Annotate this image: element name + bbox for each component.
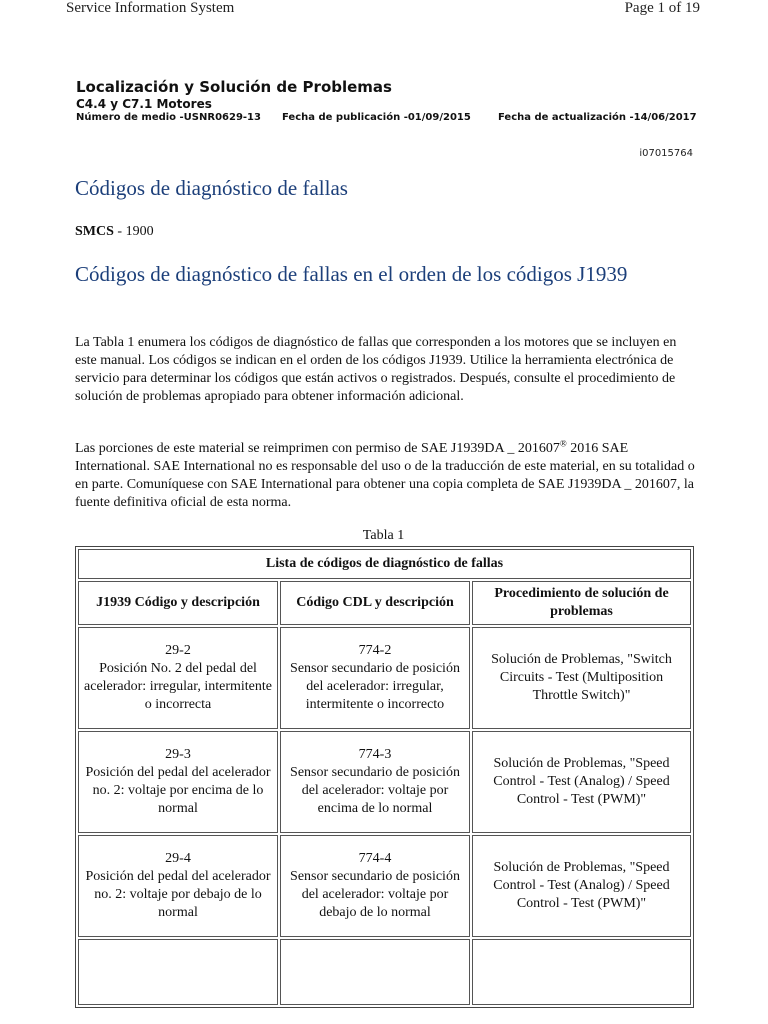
document-meta [76, 112, 696, 126]
empty-cell [78, 939, 278, 1005]
column-header-cdl: Código CDL y descripción [280, 581, 470, 625]
intro-paragraph: La Tabla 1 enumera los códigos de diagnóstico de fallas que corresponden a los motores que se incluyen en este manual. Los códigos se indican en el orden de los códigos J1939. Utilice la herramienta electrónica de servicio para determinar los códigos que están activos o registrados. Después, consulte el procedimiento de solución de problemas apropiado para obtener información adicional. [75, 335, 677, 404]
j1939-cell: 29-2 Posición No. 2 del pedal del acelerador: irregular, intermitente o incorrecta [78, 627, 278, 729]
section-title: Códigos de diagnóstico de fallas [75, 176, 348, 200]
page-header-bar [0, 0, 768, 22]
j1939-cell: 29-4 Posición del pedal del acelerador no. 2: voltaje por debajo de lo normal [78, 835, 278, 937]
copyright-text-b: 2016 SAE International. SAE International no es responsable del uso o de la traducción de este material, en su totalidad o en parte. Comuníquese con SAE International para obtener una copia completa de SAE J1939DA _ 201607, la fuente definitiva oficial de esta norma. [75, 441, 695, 510]
cdl-cell: 774-4 Sensor secundario de posición del acelerador: voltaje por debajo de lo normal [280, 835, 470, 937]
column-header-procedure: Procedimiento de solución de problemas [472, 581, 691, 625]
copyright-text-a: Las porciones de este material se reimprimen con permiso de SAE J1939DA _ 201607 [75, 441, 560, 456]
registered-mark: ® [559, 438, 567, 449]
smcs-value: - 1900 [113, 224, 154, 239]
dtc-table [75, 546, 694, 1008]
subsection-title: Códigos de diagnóstico de fallas en el orden de los códigos J1939 [75, 262, 628, 286]
smcs-line [75, 224, 154, 240]
table-caption: Tabla 1 [362, 528, 405, 543]
table-row [78, 731, 691, 833]
procedure-cell: Solución de Problemas, "Switch Circuits - Test (Multiposition Throttle Switch)" [472, 627, 691, 729]
document-title: Localización y Solución de Problemas [76, 78, 392, 96]
publication-date: Fecha de publicación -01/09/2015 [282, 112, 471, 123]
procedure-cell: Solución de Problemas, "Speed Control - Test (Analog) / Speed Control - Test (PWM)" [472, 835, 691, 937]
copyright-paragraph [75, 440, 695, 512]
j1939-cell: 29-3 Posición del pedal del acelerador no. 2: voltaje por encima de lo normal [78, 731, 278, 833]
table-row [78, 627, 691, 729]
page-number: Page 1 of 19 [624, 0, 700, 16]
table-title: Lista de códigos de diagnóstico de fallas [78, 549, 691, 579]
table-row [78, 835, 691, 937]
table-row-partial [78, 939, 691, 1005]
smcs-label: SMCS [75, 224, 114, 239]
update-date: Fecha de actualización -14/06/2017 [498, 112, 697, 123]
document-id: i07015764 [639, 148, 693, 159]
cdl-cell: 774-2 Sensor secundario de posición del acelerador: irregular, intermitente o incorrecto [280, 627, 470, 729]
column-header-j1939: J1939 Código y descripción [78, 581, 278, 625]
media-number: Número de medio -USNR0629-13 [76, 112, 261, 123]
empty-cell [472, 939, 691, 1005]
cdl-cell: 774-3 Sensor secundario de posición del acelerador: voltaje por encima de lo normal [280, 731, 470, 833]
procedure-cell: Solución de Problemas, "Speed Control - Test (Analog) / Speed Control - Test (PWM)" [472, 731, 691, 833]
empty-cell [280, 939, 470, 1005]
document-header [76, 78, 696, 126]
document-subtitle: C4.4 y C7.1 Motores [76, 97, 212, 111]
system-name: Service Information System [66, 0, 235, 16]
